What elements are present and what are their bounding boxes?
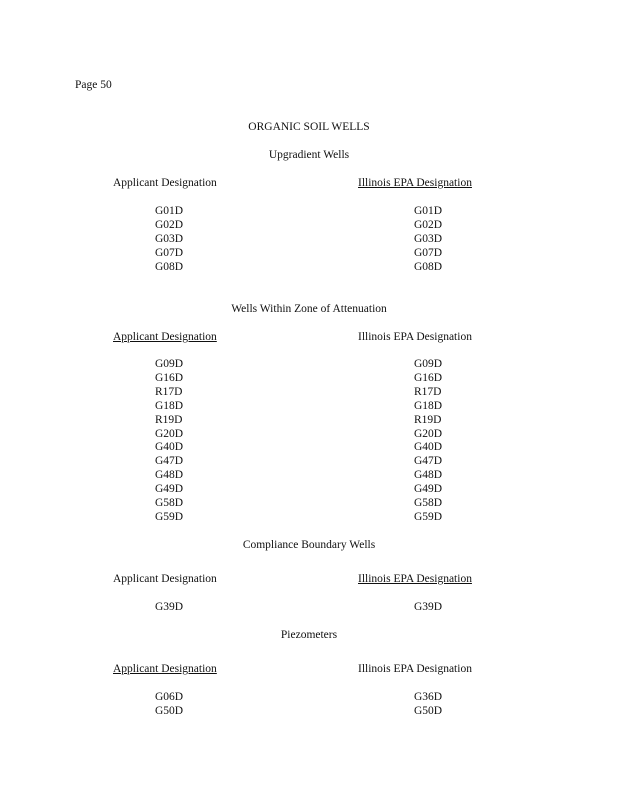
list-item: G08D: [414, 260, 443, 273]
list-item: R17D: [155, 385, 183, 398]
list-item: G02D: [155, 218, 184, 231]
list-item: G07D: [414, 246, 443, 259]
list-item: R19D: [414, 413, 442, 426]
list-item: G59D: [414, 510, 443, 523]
zone-epa-header: Illinois EPA Designation: [358, 331, 472, 343]
piezometers-epa-list: [414, 691, 442, 719]
upgradient-epa-header: Illinois EPA Designation: [358, 177, 472, 189]
list-item: G16D: [155, 371, 184, 384]
list-item: G59D: [155, 510, 184, 523]
piezometers-applicant-list: [155, 691, 183, 719]
list-item: G20D: [414, 427, 443, 440]
list-item: G36D: [414, 691, 443, 703]
upgradient-applicant-list: [155, 205, 183, 275]
list-item: G39D: [414, 601, 443, 613]
list-item: G58D: [155, 497, 184, 510]
list-item: G18D: [414, 399, 443, 412]
list-item: G48D: [155, 469, 184, 482]
list-item: R19D: [155, 413, 183, 426]
list-item: G03D: [414, 232, 443, 245]
section-piezometers-title: Piezometers: [280, 629, 338, 641]
upgradient-epa-list: [414, 205, 442, 275]
list-item: G39D: [155, 601, 184, 613]
list-item: G01D: [155, 205, 184, 217]
section-compliance-title: Compliance Boundary Wells: [242, 539, 376, 551]
piezometers-applicant-header: Applicant Designation: [113, 663, 217, 675]
list-item: G06D: [155, 691, 184, 703]
section-upgradient-title: Upgradient Wells: [268, 149, 350, 161]
list-item: G50D: [414, 704, 443, 717]
compliance-epa-list: [414, 601, 442, 615]
compliance-applicant-list: [155, 601, 183, 615]
list-item: G08D: [155, 260, 184, 273]
section-zone-title: Wells Within Zone of Attenuation: [231, 303, 387, 315]
list-item: G07D: [155, 246, 184, 259]
list-item: G01D: [414, 205, 443, 217]
list-item: G48D: [414, 469, 443, 482]
zone-applicant-list: [155, 358, 183, 525]
list-item: G09D: [155, 358, 184, 370]
zone-epa-list: [414, 358, 442, 525]
list-item: G40D: [155, 441, 184, 454]
list-item: G49D: [155, 483, 184, 496]
page-label: Page 50: [75, 79, 112, 91]
piezometers-epa-header: Illinois EPA Designation: [358, 663, 472, 675]
list-item: G47D: [155, 455, 184, 468]
list-item: G16D: [414, 371, 443, 384]
main-title: ORGANIC SOIL WELLS: [248, 121, 370, 133]
zone-applicant-header: Applicant Designation: [113, 331, 217, 343]
list-item: G18D: [155, 399, 184, 412]
compliance-epa-header: Illinois EPA Designation: [358, 573, 472, 585]
list-item: G50D: [155, 704, 184, 717]
list-item: G49D: [414, 483, 443, 496]
upgradient-applicant-header: Applicant Designation: [113, 177, 217, 189]
list-item: G20D: [155, 427, 184, 440]
list-item: G58D: [414, 497, 443, 510]
list-item: G09D: [414, 358, 443, 370]
list-item: G02D: [414, 218, 443, 231]
list-item: G03D: [155, 232, 184, 245]
list-item: G47D: [414, 455, 443, 468]
compliance-applicant-header: Applicant Designation: [113, 573, 217, 585]
list-item: G40D: [414, 441, 443, 454]
list-item: R17D: [414, 385, 442, 398]
